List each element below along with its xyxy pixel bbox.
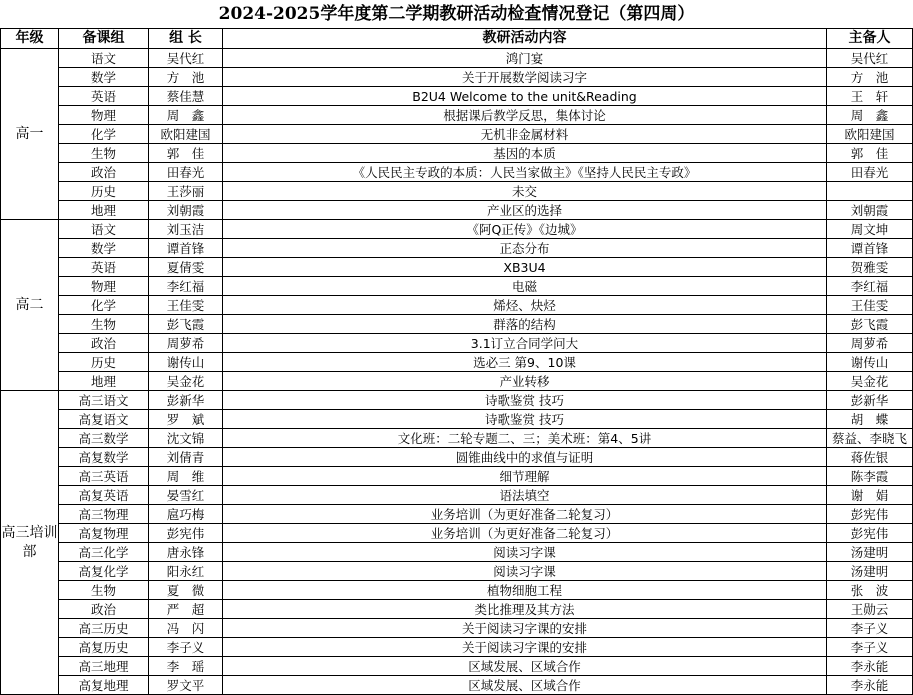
table-row <box>1 277 913 296</box>
group-cell: 高三地理 <box>59 657 149 676</box>
content-cell: 基因的本质 <box>223 144 827 163</box>
group-cell: 高复语文 <box>59 410 149 429</box>
leader-cell: 谭首锋 <box>149 239 223 258</box>
content-cell: 3.1订立合同学问大 <box>223 334 827 353</box>
group-cell: 地理 <box>59 372 149 391</box>
group-cell: 高复物理 <box>59 524 149 543</box>
leader-cell: 彭新华 <box>149 391 223 410</box>
leader-cell: 夏 微 <box>149 581 223 600</box>
content-cell: 鸿门宴 <box>223 49 827 68</box>
host-cell: 汤建明 <box>827 562 913 581</box>
group-cell: 生物 <box>59 581 149 600</box>
content-cell: 阅读习字课 <box>223 562 827 581</box>
content-cell: 区域发展、区域合作 <box>223 676 827 695</box>
table-row <box>1 201 913 220</box>
leader-cell: 田春光 <box>149 163 223 182</box>
host-cell: 欧阳建国 <box>827 125 913 144</box>
host-cell: 李永能 <box>827 676 913 695</box>
content-cell: 关于开展数学阅读习字 <box>223 68 827 87</box>
host-cell: 彭飞霞 <box>827 315 913 334</box>
content-cell: 阅读习字课 <box>223 543 827 562</box>
header-host: 主备人 <box>827 29 913 49</box>
table-row <box>1 106 913 125</box>
group-cell: 高复英语 <box>59 486 149 505</box>
leader-cell: 李子义 <box>149 638 223 657</box>
host-cell: 郭 佳 <box>827 144 913 163</box>
host-cell: 李子义 <box>827 638 913 657</box>
leader-cell: 罗 斌 <box>149 410 223 429</box>
host-cell: 谢 娟 <box>827 486 913 505</box>
table-row <box>1 467 913 486</box>
table-row <box>1 87 913 106</box>
grade-cell: 高一 <box>1 49 59 220</box>
group-cell: 政治 <box>59 600 149 619</box>
table-row <box>1 239 913 258</box>
table-row <box>1 562 913 581</box>
group-cell: 生物 <box>59 144 149 163</box>
content-cell: 烯烃、炔烃 <box>223 296 827 315</box>
host-cell <box>827 182 913 201</box>
header-leader: 组 长 <box>149 29 223 49</box>
leader-cell: 方 池 <box>149 68 223 87</box>
content-cell: B2U4 Welcome to the unit&Reading <box>223 87 827 106</box>
group-cell: 高三历史 <box>59 619 149 638</box>
content-cell: 语法填空 <box>223 486 827 505</box>
host-cell: 彭宪伟 <box>827 524 913 543</box>
group-cell: 化学 <box>59 296 149 315</box>
table-row <box>1 68 913 87</box>
host-cell: 李永能 <box>827 657 913 676</box>
table-row <box>1 49 913 68</box>
host-cell: 刘朝霞 <box>827 201 913 220</box>
host-cell: 王 轩 <box>827 87 913 106</box>
group-cell: 英语 <box>59 87 149 106</box>
table-row <box>1 543 913 562</box>
host-cell: 王勋云 <box>827 600 913 619</box>
table-row <box>1 619 913 638</box>
table-row <box>1 676 913 695</box>
table-row <box>1 296 913 315</box>
leader-cell: 刘玉洁 <box>149 220 223 239</box>
content-cell: 诗歌鉴赏 技巧 <box>223 410 827 429</box>
content-cell: 《人民民主专政的本质：人民当家做主》《坚持人民民主专政》 <box>223 163 827 182</box>
content-cell: 产业区的选择 <box>223 201 827 220</box>
group-cell: 高三物理 <box>59 505 149 524</box>
content-cell: 电磁 <box>223 277 827 296</box>
header-grade: 年级 <box>1 29 59 49</box>
table-row <box>1 581 913 600</box>
group-cell: 高三化学 <box>59 543 149 562</box>
host-cell: 吴代红 <box>827 49 913 68</box>
group-cell: 政治 <box>59 334 149 353</box>
group-cell: 政治 <box>59 163 149 182</box>
leader-cell: 吴金花 <box>149 372 223 391</box>
table-row <box>1 524 913 543</box>
host-cell: 周萝希 <box>827 334 913 353</box>
group-cell: 语文 <box>59 220 149 239</box>
group-cell: 数学 <box>59 239 149 258</box>
content-cell: XB3U4 <box>223 258 827 277</box>
leader-cell: 彭飞霞 <box>149 315 223 334</box>
leader-cell: 晏雪红 <box>149 486 223 505</box>
host-cell: 田春光 <box>827 163 913 182</box>
host-cell: 贺雅雯 <box>827 258 913 277</box>
table-row <box>1 144 913 163</box>
host-cell: 蒋佐银 <box>827 448 913 467</box>
table-row <box>1 163 913 182</box>
group-cell: 高复化学 <box>59 562 149 581</box>
leader-cell: 谢传山 <box>149 353 223 372</box>
table-row <box>1 505 913 524</box>
leader-cell: 冯 闪 <box>149 619 223 638</box>
grade-cell: 高三培训部 <box>1 391 59 695</box>
table-row <box>1 391 913 410</box>
grade-cell: 高二 <box>1 220 59 391</box>
table-row <box>1 600 913 619</box>
host-cell: 彭新华 <box>827 391 913 410</box>
group-cell: 高三英语 <box>59 467 149 486</box>
header-group: 备课组 <box>59 29 149 49</box>
page-title: 2024-2025学年度第二学期教研活动检查情况登记（第四周） <box>218 4 695 24</box>
host-cell: 周 鑫 <box>827 106 913 125</box>
content-cell: 业务培训（为更好准备二轮复习） <box>223 524 827 543</box>
group-cell: 物理 <box>59 277 149 296</box>
content-cell: 产业转移 <box>223 372 827 391</box>
leader-cell: 彭宪伟 <box>149 524 223 543</box>
leader-cell: 罗文平 <box>149 676 223 695</box>
table-row <box>1 486 913 505</box>
content-cell: 区域发展、区域合作 <box>223 657 827 676</box>
content-cell: 《阿Q正传》《边城》 <box>223 220 827 239</box>
content-cell: 群落的结构 <box>223 315 827 334</box>
table-row <box>1 638 913 657</box>
group-cell: 地理 <box>59 201 149 220</box>
leader-cell: 严 超 <box>149 600 223 619</box>
header-row <box>1 29 913 49</box>
content-cell: 业务培训（为更好准备二轮复习） <box>223 505 827 524</box>
content-cell: 根据课后教学反思，集体讨论 <box>223 106 827 125</box>
table-row <box>1 182 913 201</box>
leader-cell: 刘倩青 <box>149 448 223 467</box>
content-cell: 选必三 第9、10课 <box>223 353 827 372</box>
host-cell: 张 波 <box>827 581 913 600</box>
leader-cell: 吴代红 <box>149 49 223 68</box>
host-cell: 胡 蝶 <box>827 410 913 429</box>
host-cell: 李子义 <box>827 619 913 638</box>
host-cell: 谭首锋 <box>827 239 913 258</box>
group-cell: 历史 <box>59 353 149 372</box>
leader-cell: 王佳雯 <box>149 296 223 315</box>
group-cell: 化学 <box>59 125 149 144</box>
leader-cell: 蔡佳慧 <box>149 87 223 106</box>
table-row <box>1 372 913 391</box>
group-cell: 高复数学 <box>59 448 149 467</box>
content-cell: 无机非金属材料 <box>223 125 827 144</box>
table-row <box>1 220 913 239</box>
table-row <box>1 353 913 372</box>
leader-cell: 周萝希 <box>149 334 223 353</box>
table-row <box>1 657 913 676</box>
activity-table <box>0 28 913 695</box>
content-cell: 关于阅读习字课的安排 <box>223 619 827 638</box>
leader-cell: 欧阳建国 <box>149 125 223 144</box>
leader-cell: 王莎丽 <box>149 182 223 201</box>
host-cell: 周文坤 <box>827 220 913 239</box>
host-cell: 李红福 <box>827 277 913 296</box>
group-cell: 高复地理 <box>59 676 149 695</box>
table-row <box>1 448 913 467</box>
host-cell: 陈李霞 <box>827 467 913 486</box>
host-cell: 汤建明 <box>827 543 913 562</box>
content-cell: 细节理解 <box>223 467 827 486</box>
leader-cell: 周 鑫 <box>149 106 223 125</box>
leader-cell: 周 维 <box>149 467 223 486</box>
group-cell: 高三数学 <box>59 429 149 448</box>
table-row <box>1 315 913 334</box>
leader-cell: 唐永锋 <box>149 543 223 562</box>
leader-cell: 李 瑶 <box>149 657 223 676</box>
header-content: 教研活动内容 <box>223 29 827 49</box>
table-row <box>1 334 913 353</box>
leader-cell: 阳永红 <box>149 562 223 581</box>
content-cell: 未交 <box>223 182 827 201</box>
host-cell: 王佳雯 <box>827 296 913 315</box>
host-cell: 蔡益、李晓飞 <box>827 429 913 448</box>
group-cell: 生物 <box>59 315 149 334</box>
table-row <box>1 125 913 144</box>
table-row <box>1 258 913 277</box>
group-cell: 语文 <box>59 49 149 68</box>
leader-cell: 沈文锦 <box>149 429 223 448</box>
leader-cell: 夏倩雯 <box>149 258 223 277</box>
host-cell: 彭宪伟 <box>827 505 913 524</box>
content-cell: 文化班：二轮专题二、三；美术班：第4、5讲 <box>223 429 827 448</box>
group-cell: 高三语文 <box>59 391 149 410</box>
leader-cell: 刘朝霞 <box>149 201 223 220</box>
group-cell: 数学 <box>59 68 149 87</box>
content-cell: 正态分布 <box>223 239 827 258</box>
content-cell: 圆锥曲线中的求值与证明 <box>223 448 827 467</box>
table-row <box>1 410 913 429</box>
group-cell: 高复历史 <box>59 638 149 657</box>
content-cell: 关于阅读习字课的安排 <box>223 638 827 657</box>
host-cell: 谢传山 <box>827 353 913 372</box>
leader-cell: 扈巧梅 <box>149 505 223 524</box>
group-cell: 英语 <box>59 258 149 277</box>
content-cell: 诗歌鉴赏 技巧 <box>223 391 827 410</box>
host-cell: 方 池 <box>827 68 913 87</box>
group-cell: 物理 <box>59 106 149 125</box>
table-body <box>1 49 913 695</box>
group-cell: 历史 <box>59 182 149 201</box>
host-cell: 吴金花 <box>827 372 913 391</box>
content-cell: 类比推理及其方法 <box>223 600 827 619</box>
table-row <box>1 429 913 448</box>
leader-cell: 李红福 <box>149 277 223 296</box>
leader-cell: 郭 佳 <box>149 144 223 163</box>
content-cell: 植物细胞工程 <box>223 581 827 600</box>
